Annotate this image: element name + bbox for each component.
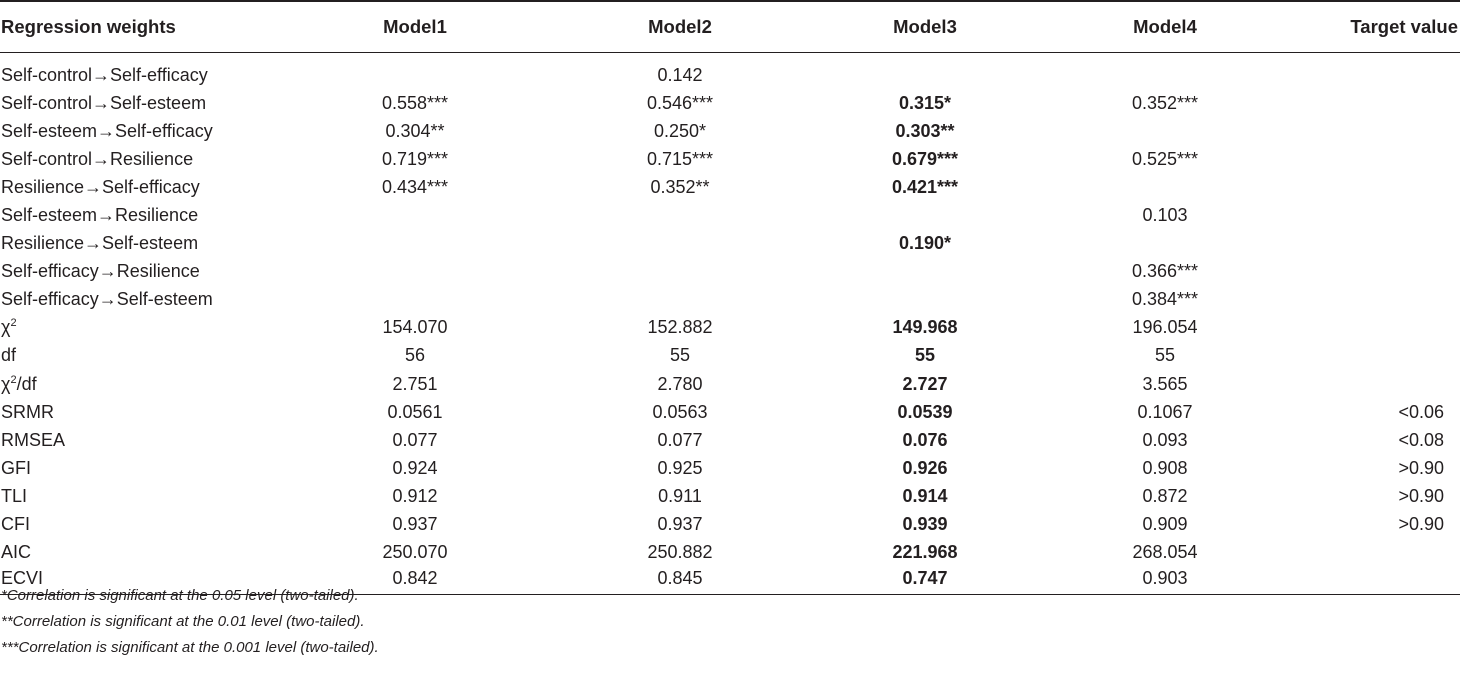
header-regression-weights: Regression weights — [0, 1, 330, 52]
row-label — [0, 511, 330, 539]
row-label — [0, 398, 330, 426]
row-label-text: Self-esteem→Resilience — [1, 205, 199, 226]
table-row — [0, 89, 1460, 117]
target-value: >0.90 — [1398, 485, 1444, 506]
model2-value: 0.937 — [657, 514, 703, 535]
target-value — [1310, 539, 1460, 567]
model2-value — [580, 258, 820, 286]
model3-value — [820, 258, 1070, 286]
model4-value — [1070, 173, 1310, 201]
row-label-text: AIC — [1, 542, 32, 563]
header-target-value: Target value — [1310, 1, 1460, 52]
target-value — [1310, 342, 1460, 370]
header-model1: Model1 — [330, 1, 580, 52]
model2-value: 250.882 — [647, 542, 713, 563]
model4-value: 0.1067 — [1137, 401, 1193, 422]
row-label — [0, 342, 330, 370]
model3-value — [820, 61, 1070, 89]
model4-value — [1070, 230, 1310, 258]
model1-value: 0.558*** — [381, 92, 449, 113]
table-row — [0, 173, 1460, 201]
model1-value: 56 — [404, 345, 426, 366]
row-label — [0, 286, 330, 314]
model1-value: 0.077 — [392, 429, 438, 450]
model4-value: 0.525*** — [1131, 148, 1199, 169]
model4-value: 0.909 — [1142, 514, 1188, 535]
row-label-suffix: /df — [16, 373, 37, 394]
target-value: >0.90 — [1398, 457, 1444, 478]
model1-value — [330, 258, 580, 286]
model1-value: 0.912 — [392, 485, 438, 506]
table-row — [0, 426, 1460, 454]
table-row — [0, 145, 1460, 173]
model1-value: 0.434*** — [381, 176, 449, 197]
model2-value: 0.715*** — [646, 148, 714, 169]
model3-value: 0.076 — [902, 429, 948, 450]
row-label-text: CFI — [1, 514, 30, 535]
target-value — [1310, 145, 1460, 173]
model1-value: 250.070 — [382, 542, 448, 563]
row-label — [0, 258, 330, 286]
row-label-text: Resilience→Self-esteem — [1, 233, 199, 254]
table-row — [0, 454, 1460, 482]
model1-value: 0.924 — [392, 457, 438, 478]
row-label — [0, 539, 330, 567]
row-label — [0, 89, 330, 117]
target-value — [1310, 258, 1460, 286]
model2-value: 0.925 — [657, 457, 703, 478]
table-footnotes — [1, 583, 379, 661]
table-row — [0, 201, 1460, 229]
model3-value: 0.747 — [820, 567, 1070, 595]
model3-value: 0.315* — [898, 92, 952, 113]
table-row — [0, 314, 1460, 342]
table-row — [0, 370, 1460, 398]
target-value — [1310, 173, 1460, 201]
model2-value: 0.077 — [657, 429, 703, 450]
model3-value: 149.968 — [892, 317, 958, 338]
table-body — [0, 52, 1460, 595]
model3-value: 0.679*** — [891, 148, 959, 169]
model1-value — [330, 201, 580, 229]
table-row — [0, 117, 1460, 145]
row-label-superscript: 2 — [10, 373, 17, 386]
model2-value: 0.845 — [580, 567, 820, 595]
target-value — [1310, 370, 1460, 398]
table-header-row — [0, 1, 1460, 52]
model1-value: 0.842 — [330, 567, 580, 595]
model1-value: 154.070 — [382, 317, 448, 338]
row-label-superscript: 2 — [10, 317, 17, 330]
model3-value: 0.914 — [902, 485, 948, 506]
target-value: >0.90 — [1398, 514, 1444, 535]
row-label-text: RMSEA — [1, 429, 66, 450]
model1-value: 0.304** — [385, 120, 445, 141]
row-label-text: Self-efficacy→Self-esteem — [1, 289, 213, 310]
model1-value — [330, 286, 580, 314]
table-row — [0, 61, 1460, 89]
row-label-text: Resilience→Self-efficacy — [1, 176, 200, 197]
row-label — [0, 61, 330, 89]
model2-value: 55 — [669, 345, 691, 366]
model4-value: 0.384*** — [1131, 289, 1199, 310]
row-label-text: df — [1, 345, 17, 366]
model3-value: 0.926 — [902, 457, 948, 478]
target-value — [1310, 314, 1460, 342]
model4-value: 55 — [1154, 345, 1176, 366]
table-row — [0, 511, 1460, 539]
model2-value — [580, 201, 820, 229]
target-value: <0.06 — [1398, 401, 1444, 422]
model1-value — [330, 61, 580, 89]
model3-value — [820, 286, 1070, 314]
target-value — [1310, 567, 1460, 595]
model1-value: 0.719*** — [381, 148, 449, 169]
row-label-text: χ — [1, 373, 11, 394]
row-label-text: GFI — [1, 457, 31, 478]
model2-value: 0.142 — [657, 64, 703, 85]
target-value — [1310, 230, 1460, 258]
table-row — [0, 230, 1460, 258]
target-value — [1310, 286, 1460, 314]
model2-value: 0.0563 — [652, 401, 708, 422]
table-row — [0, 482, 1460, 510]
model2-value: 0.250* — [653, 120, 707, 141]
model1-value: 0.937 — [392, 514, 438, 535]
model3-value: 221.968 — [892, 542, 958, 563]
model3-value: 55 — [914, 345, 936, 366]
header-model2: Model2 — [580, 1, 820, 52]
spacer-row — [0, 52, 1460, 61]
row-label-text: Self-control→Resilience — [1, 148, 194, 169]
model3-value: 0.190* — [898, 233, 952, 254]
table-row — [0, 342, 1460, 370]
header-model3: Model3 — [820, 1, 1070, 52]
row-label — [0, 454, 330, 482]
model3-value: 2.727 — [902, 373, 948, 394]
model4-value: 0.908 — [1142, 457, 1188, 478]
row-label-text: ECVI — [1, 568, 44, 589]
model3-value: 0.421*** — [891, 176, 959, 197]
target-value: <0.08 — [1398, 429, 1444, 450]
model2-value: 2.780 — [657, 373, 703, 394]
model2-value — [580, 286, 820, 314]
target-value — [1310, 117, 1460, 145]
target-value — [1310, 61, 1460, 89]
header-model4: Model4 — [1070, 1, 1310, 52]
row-label — [0, 201, 330, 229]
model4-value: 0.352*** — [1131, 92, 1199, 113]
model4-value: 0.366*** — [1131, 261, 1199, 282]
row-label-text: Self-esteem→Self-efficacy — [1, 120, 213, 141]
table-row — [0, 539, 1460, 567]
model4-value — [1070, 61, 1310, 89]
model3-value: 0.939 — [902, 514, 948, 535]
model2-value: 0.352** — [650, 176, 710, 197]
model3-value: 0.303** — [895, 120, 955, 141]
row-label-text: TLI — [1, 485, 28, 506]
model2-value — [580, 230, 820, 258]
row-label-text: Self-control→Self-esteem — [1, 92, 207, 113]
table-row — [0, 258, 1460, 286]
model4-value: 196.054 — [1132, 317, 1198, 338]
footnote-p001: ***Correlation is significant at the 0.001 level (two-tailed). — [1, 639, 379, 656]
row-label-text: χ — [1, 317, 11, 338]
row-label — [0, 145, 330, 173]
model3-value: 0.0539 — [897, 401, 953, 422]
row-label — [0, 314, 330, 342]
model2-value: 152.882 — [647, 317, 713, 338]
footnote-p01: **Correlation is significant at the 0.01 level (two-tailed). — [1, 613, 365, 630]
row-label — [0, 370, 330, 398]
model4-value: 0.872 — [1142, 485, 1188, 506]
model2-value: 0.911 — [658, 485, 702, 506]
target-value — [1310, 201, 1460, 229]
model3-value — [820, 201, 1070, 229]
row-label — [0, 117, 330, 145]
model4-value: 0.903 — [1070, 567, 1310, 595]
table-row — [0, 398, 1460, 426]
model2-value: 0.546*** — [646, 92, 714, 113]
footnote-p05: *Correlation is significant at the 0.05 level (two-tailed). — [1, 587, 359, 604]
model4-value — [1070, 117, 1310, 145]
model1-value — [330, 230, 580, 258]
model4-value: 3.565 — [1142, 373, 1188, 394]
table-row — [0, 286, 1460, 314]
row-label-text: Self-control→Self-efficacy — [1, 64, 208, 85]
row-label-text: SRMR — [1, 401, 54, 422]
row-label-text: Self-efficacy→Resilience — [1, 261, 200, 282]
model4-value: 0.103 — [1142, 205, 1188, 226]
row-label — [0, 482, 330, 510]
model1-value: 0.0561 — [387, 401, 443, 422]
model4-value: 268.054 — [1132, 542, 1198, 563]
row-label — [0, 426, 330, 454]
row-label — [0, 230, 330, 258]
target-value — [1310, 89, 1460, 117]
row-label — [0, 173, 330, 201]
model1-value: 2.751 — [392, 373, 438, 394]
model4-value: 0.093 — [1142, 429, 1188, 450]
